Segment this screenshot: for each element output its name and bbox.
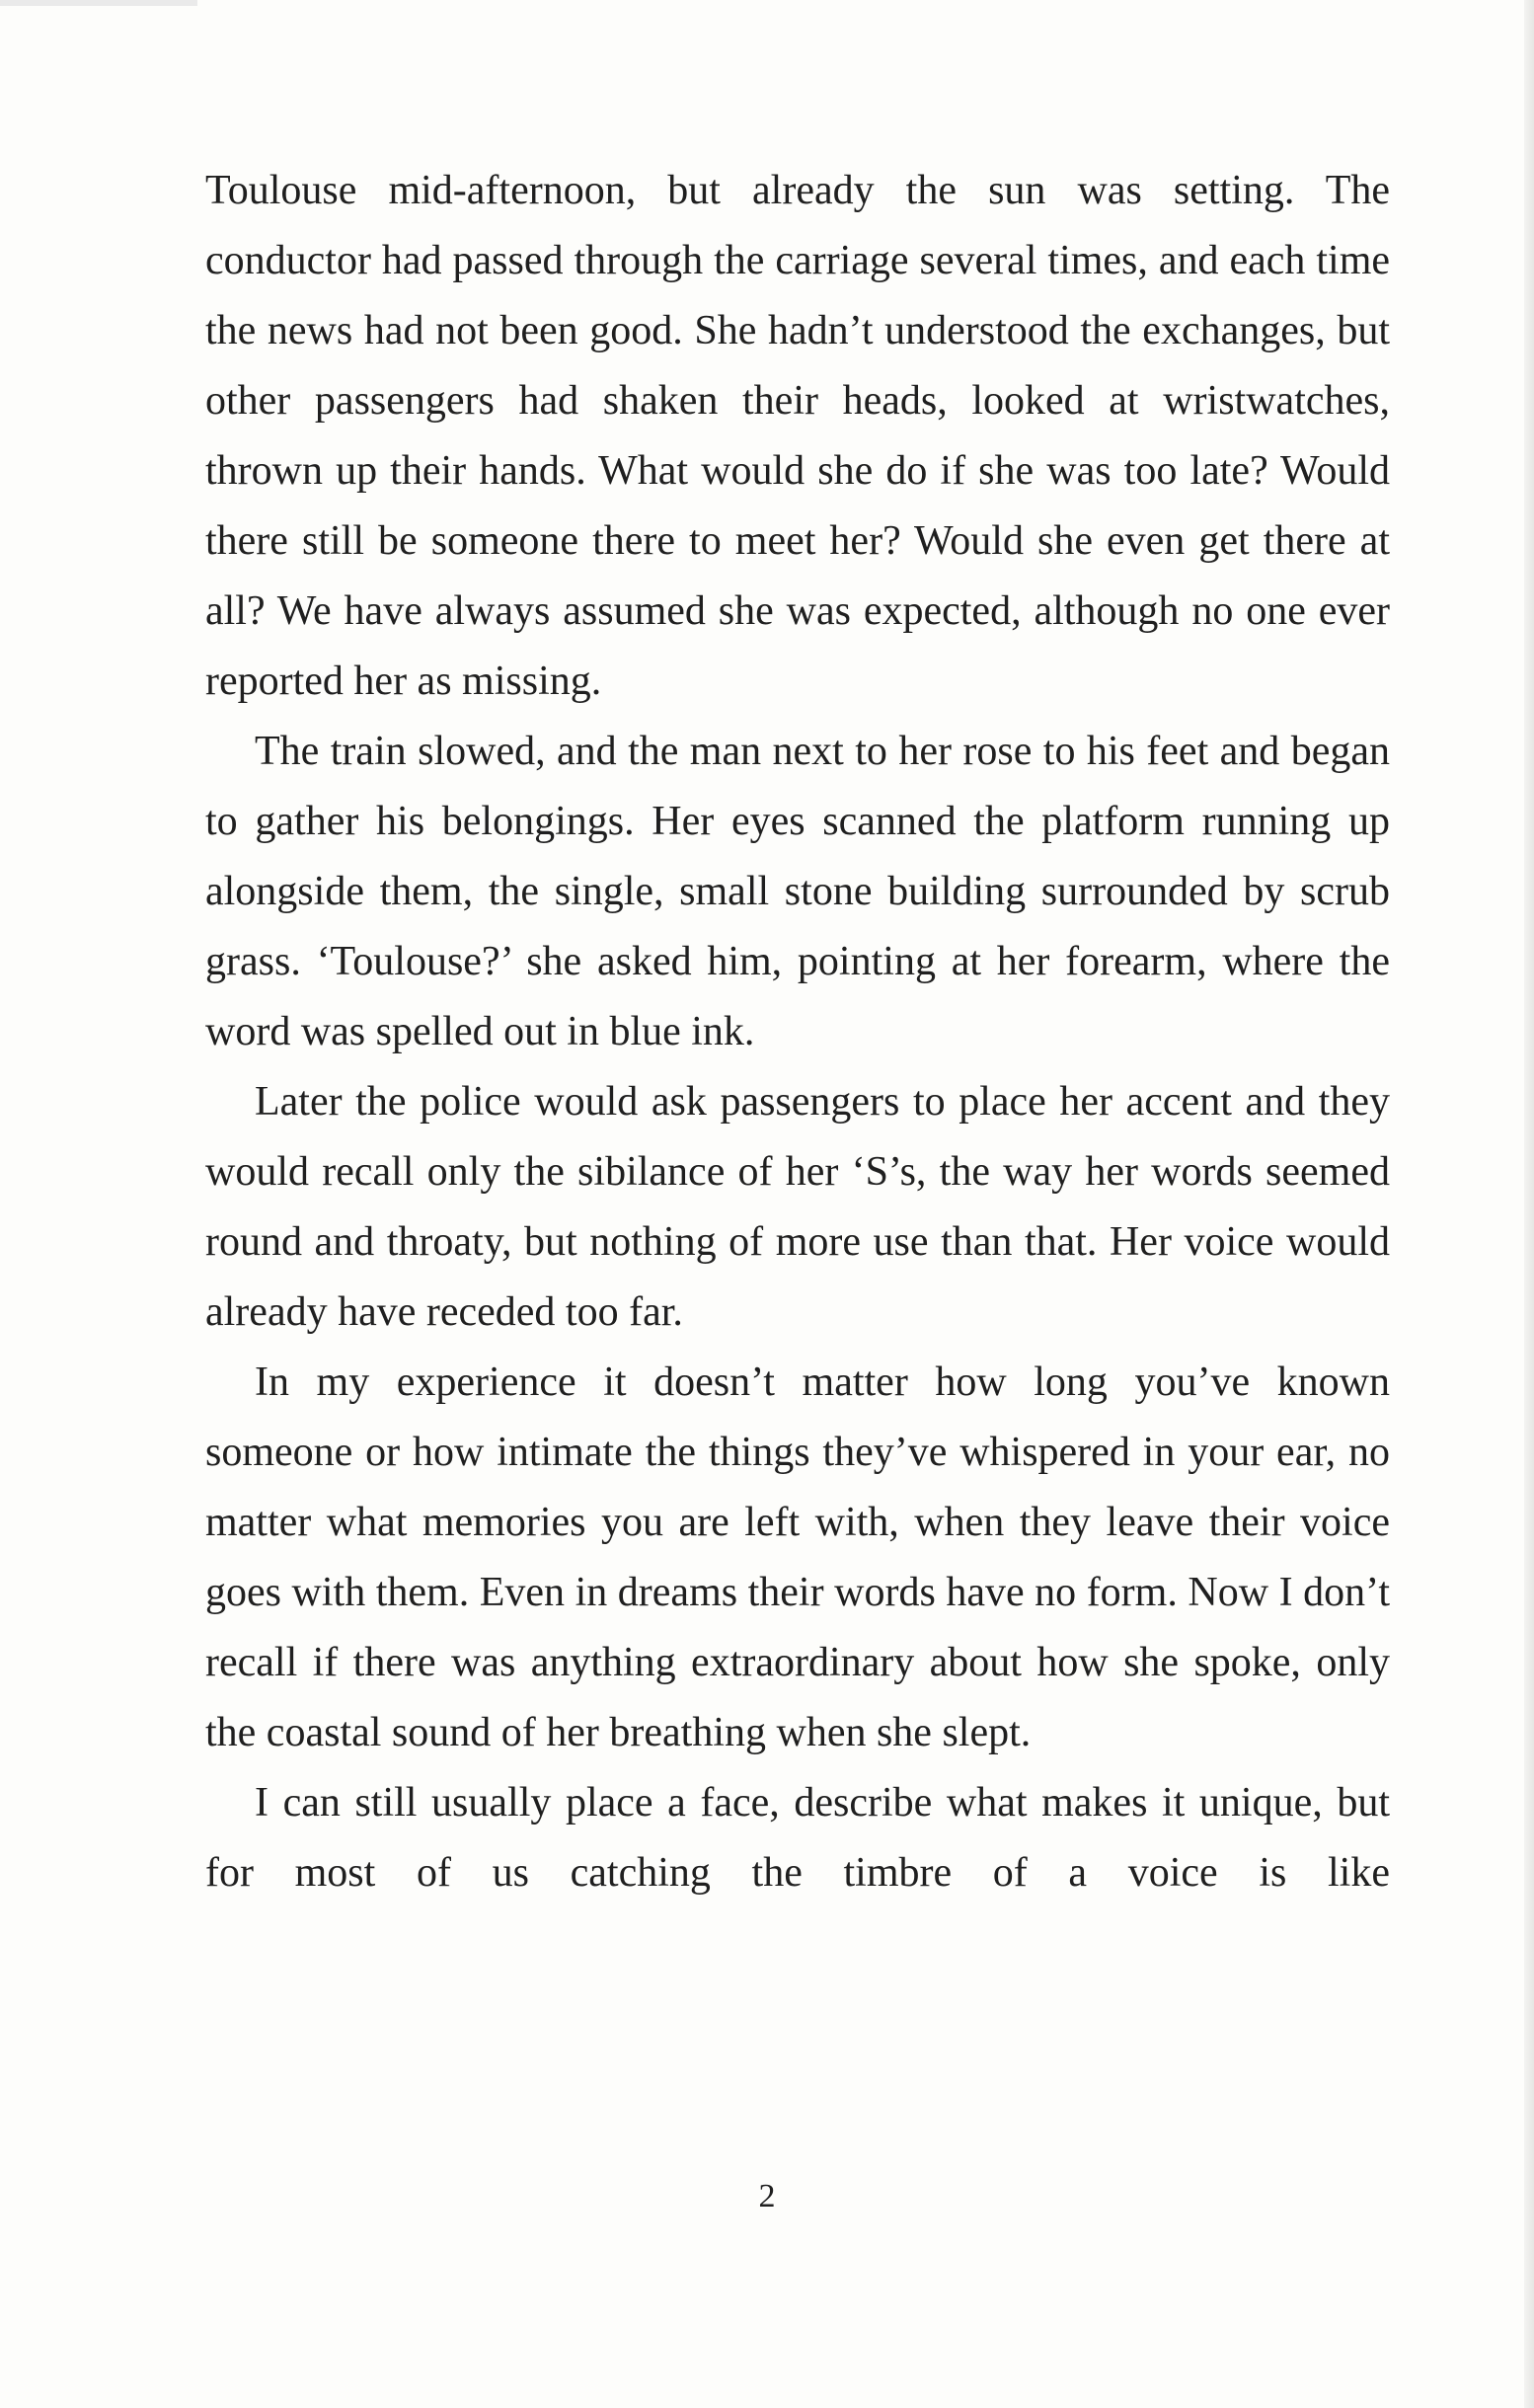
paragraph-3: Later the police would ask passengers to place her accent and they would recall only the sibilance of her ‘S’s, the way her words seemed round and throaty, but nothing of more use than that. Her voice would already have receded too far. [205, 1079, 1390, 1335]
paragraph-4: In my experience it doesn’t matter how long you’ve known someone or how intimate the things they’ve whispered in your ear, no matter what memories you are left with, when they leave their voice goes with them. Even in dreams their words have no form. Now I don’t recall if there was anything extraordinary about how she spoke, only the coastal sound of her breathing when she slept. [205, 1359, 1390, 1755]
page-number: 2 [758, 2178, 776, 2214]
page-edge-shadow [1524, 0, 1534, 2408]
scan-edge-mark [0, 0, 197, 6]
paragraph-2: The train slowed, and the man next to her rose to his feet and began to gather his belongings. Her eyes scanned the platform running up alongside them, the single, small stone building surrounded by scrub grass. ‘Toulouse?’ she asked him, pointing at her forearm, where the word was spelled out in blue ink. [205, 729, 1390, 1054]
paragraph-5: I can still usually place a face, describe what makes it unique, but for most of us catching the timbre of a voice is like [205, 1780, 1390, 1896]
paragraph-1: Toulouse mid-afternoon, but already the sun was setting. The conductor had passed through the carriage several times, and each time the news had not been good. She hadn’t understood the exchanges, but other passengers had shaken their heads, looked at wristwatches, thrown up their hands. What would she do if she was too late? Would there still be someone there to meet her? Would she even get there at all? We have always assumed she was expected, although no one ever reported her as missing. [205, 168, 1390, 704]
body-text [205, 156, 1390, 1908]
